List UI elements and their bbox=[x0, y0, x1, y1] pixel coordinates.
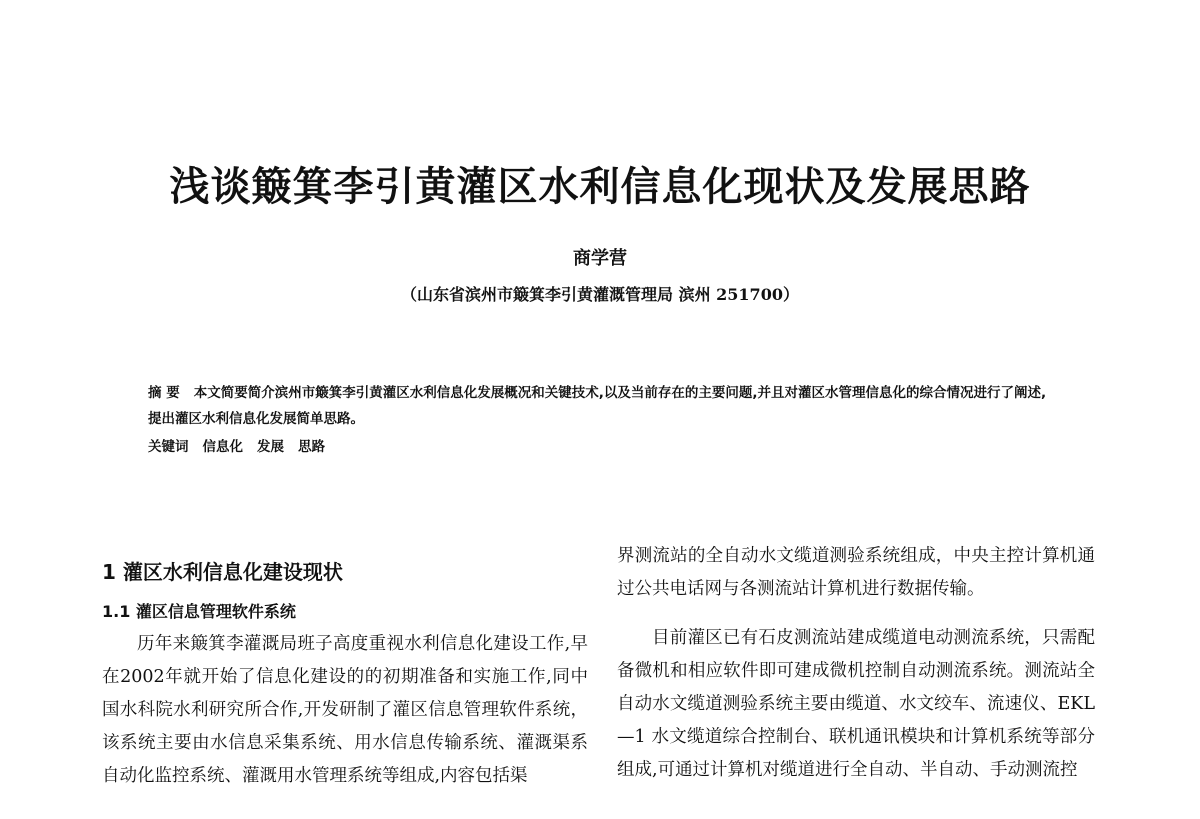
keyword-item: 信息化 bbox=[202, 439, 243, 455]
body-paragraph: 历年来簸箕李灌溉局班子高度重视水利信息化建设工作,早在2002年就开始了信息化建设的的初期准备和实施工作,同中国水科院水利研究所合作,开发研制了灌区信息管理软件系统，该系统主要由水信息采集系统、用水信息传输系统、灌溉渠系自动化监控系统、灌溉用水管理系统等组成,内容包括渠 bbox=[102, 634, 588, 786]
keywords-block bbox=[148, 434, 1058, 460]
left-column bbox=[102, 552, 588, 793]
author-affiliation: （山东省滨州市簸箕李引黄灌溉管理局 滨州 251700） bbox=[401, 285, 799, 304]
keyword-item: 发展 bbox=[257, 439, 284, 455]
right-column bbox=[617, 540, 1095, 787]
author-name: 商学营 bbox=[573, 248, 627, 269]
keywords-label: 关键词 bbox=[148, 439, 189, 455]
subsection-heading: 1.1 灌区信息管理软件系统 bbox=[102, 602, 296, 621]
section-heading: 1 灌区水利信息化建设现状 bbox=[102, 560, 343, 584]
keyword-item: 思路 bbox=[298, 439, 325, 455]
abstract-block bbox=[148, 380, 1058, 432]
body-paragraph-continued: 界测流站的全自动水文缆道测验系统组成，中央主控计算机通过公共电话网与各测流站计算机进行数据传输。 bbox=[617, 546, 1095, 599]
paper-title: 浅谈簸箕李引黄灌区水利信息化现状及发展思路 bbox=[169, 163, 1031, 210]
abstract-text: 本文简要简介滨州市簸箕李引黄灌区水利信息化发展概况和关键技术,以及当前存在的主要问题,并且对灌区水管理信息化的综合情况进行了阐述,提出灌区水利信息化发展简单思路。 bbox=[148, 385, 1047, 427]
abstract-label: 摘 要 bbox=[148, 385, 180, 401]
body-paragraph: 目前灌区已有石皮测流站建成缆道电动测流系统，只需配备微机和相应软件即可建成微机控制自动测流系统。测流站全自动水文缆道测验系统主要由缆道、水文绞车、流速仪、EKL—1 水文缆道综合控制台、联机通讯模块和计算机系统等部分组成,可通过计算机对缆道进行全自动、半自动、手动测流控 bbox=[617, 628, 1095, 780]
